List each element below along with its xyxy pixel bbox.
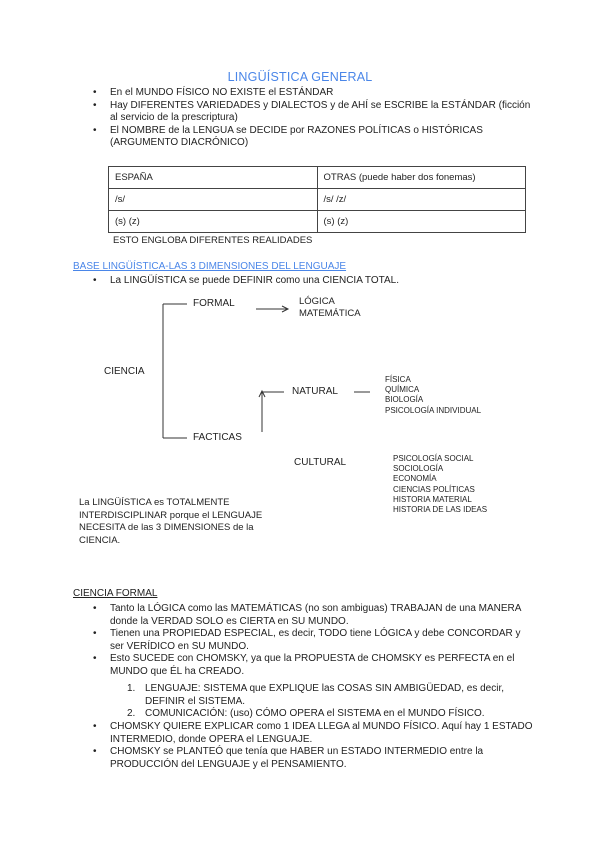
numbered-item — [127, 708, 527, 721]
diagram-leaf: LÓGICA — [299, 296, 335, 307]
document-title: LINGÜÍSTICA GENERAL — [227, 70, 373, 84]
table-cell: (s) (z) — [109, 211, 318, 233]
item-number: 1. — [127, 683, 136, 694]
intro-bullet: • En el MUNDO FÍSICO NO EXISTE el ESTÁNDAR — [93, 87, 533, 100]
section1-bullet: • La LINGÜÍSTICA se puede DEFINIR como una CIENCIA TOTAL. — [93, 275, 533, 288]
section2-bullet-list — [93, 603, 533, 678]
diagram-leaf: CIENCIAS POLÍTICAS — [393, 484, 475, 494]
diagram-leaf: PSICOLOGÍA SOCIAL — [393, 454, 474, 463]
table-cell: (s) (z) — [317, 211, 526, 233]
section2-bullet: • Tanto la LÓGICA como las MATEMÁTICAS (no son ambiguas) TRABAJAN de una MANERA donde la VERDAD SOLO es CIERTA en SU MUNDO. — [93, 603, 533, 628]
section2-bullet: • CHOMSKY se PLANTEÓ que tenía que HABER un ESTADO INTERMEDIO entre la PRODUCCIÓN del LENGUAJE y el PENSAMIENTO. — [93, 746, 533, 771]
interdisciplinary-note: La LINGÜÍSTICA es TOTALMENTE INTERDISCIPLINAR porque el LENGUAJE NECESITA de las 3 DIMENSIONES de la CIENCIA. — [79, 497, 263, 546]
diagram-natural-children — [385, 375, 481, 416]
numbered-list — [127, 683, 527, 721]
diagram-leaf: FÍSICA — [385, 375, 411, 384]
intro-bullet: • Hay DIFERENTES VARIEDADES y DIALECTOS y de AHÍ se ESCRIBE la ESTÁNDAR (ficción al servicio de la prescriptura) — [93, 100, 533, 125]
numbered-item — [127, 683, 527, 708]
diagram-leaf: BIOLOGÍA — [385, 395, 424, 405]
section2-bullet: • Tienen una PROPIEDAD ESPECIAL, es decir, TODO tiene LÓGICA y debe CONCORDAR y ser VERÍDICO en SU MUNDO. — [93, 628, 533, 653]
diagram-node-cultural: CULTURAL — [294, 457, 347, 468]
diagram-node-natural: NATURAL — [292, 386, 338, 397]
table-cell: /s/ — [109, 189, 318, 211]
section-heading-base: BASE LINGÜÍSTICA-LAS 3 DIMENSIONES DEL LENGUAJE — [73, 261, 347, 272]
table-caption: ESTO ENGLOBA DIFERENTES REALIDADES — [113, 235, 313, 246]
diagram-leaf: PSICOLOGÍA INDIVIDUAL — [385, 405, 482, 415]
diagram-leaf: MATEMÁTICA — [299, 308, 361, 319]
diagram-leaf: QUÍMICA — [385, 385, 420, 395]
section2-bullet: • CHOMSKY QUIERE EXPLICAR como 1 IDEA LLEGA al MUNDO FÍSICO. Aquí hay 1 ESTADO INTERMEDIO, donde OPERA el LENGUAJE. — [93, 721, 533, 746]
diagram-cultural-children — [393, 454, 487, 515]
section2-bullet: • Esto SUCEDE con CHOMSKY, ya que la PROPUESTA de CHOMSKY es PERFECTA en el MUNDO que ÉL ha CREADO. — [93, 653, 533, 678]
section-heading-formal: CIENCIA FORMAL — [73, 588, 158, 599]
table-cell: ESPAÑA — [109, 167, 318, 189]
item-text: LENGUAJE: SISTEMA que EXPLIQUE las COSAS SIN AMBIGÜEDAD, es decir, DEFINIR el SISTEMA. — [145, 683, 505, 707]
table-cell: OTRAS (puede haber dos fonemas) — [317, 167, 526, 189]
item-text: COMUNICACIÓN: (uso) CÓMO OPERA el SISTEMA en el MUNDO FÍSICO. — [145, 708, 485, 719]
diagram-leaf: ECONOMÍA — [393, 474, 437, 484]
diagram-formal-children — [299, 296, 361, 320]
diagram-node-formal: FORMAL — [193, 298, 235, 309]
table-cell: /s/ /z/ — [317, 189, 526, 211]
item-number: 2. — [127, 708, 136, 719]
diagram-leaf: SOCIOLOGÍA — [393, 464, 444, 474]
diagram-node-facticas: FACTICAS — [193, 432, 242, 443]
intro-bullet: • El NOMBRE de la LENGUA se DECIDE por RAZONES POLÍTICAS o HISTÓRICAS (ARGUMENTO DIACRÓNICO) — [93, 125, 533, 150]
section2-bullet-list-b — [93, 721, 533, 771]
diagram-node-ciencia: CIENCIA — [104, 366, 145, 377]
diagram-leaf: HISTORIA DE LAS IDEAS — [393, 505, 488, 515]
diagram-leaf: HISTORIA MATERIAL — [393, 494, 472, 504]
